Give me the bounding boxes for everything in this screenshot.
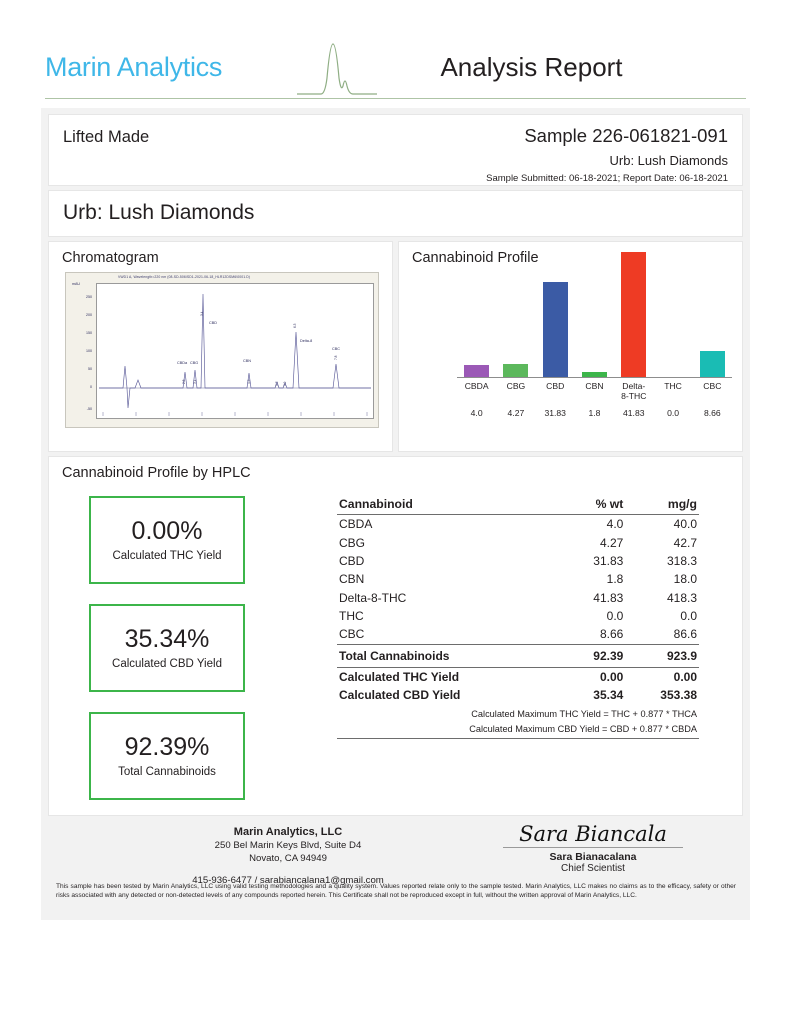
bar-slot xyxy=(496,242,535,377)
chromatogram-image xyxy=(65,272,379,428)
cell-analyte: Calculated THC Yield xyxy=(339,669,460,684)
summary-value: 92.39% xyxy=(124,733,210,761)
chromatogram-heading: Chromatogram xyxy=(62,250,159,266)
summary-box-total-cannabinoids xyxy=(89,712,245,800)
table-row-yield xyxy=(337,667,699,686)
sample-dates: Sample Submitted: 06-18-2021; Report Date: 06-18-2021 xyxy=(486,173,728,184)
svg-text:4.9: 4.9 xyxy=(247,379,251,384)
signature-rule xyxy=(503,847,683,848)
bar-category-label: CBN xyxy=(585,381,604,391)
bar-category-label: THC xyxy=(664,381,682,391)
bar-slot xyxy=(614,242,653,377)
cell-mgg: 0.00 xyxy=(673,669,697,684)
bar-delta-8-thc xyxy=(621,252,646,377)
chromatogram-ytick: 50 xyxy=(88,367,92,371)
table-row xyxy=(337,552,699,570)
cell-analyte: THC xyxy=(339,609,364,624)
hplc-heading: Cannabinoid Profile by HPLC xyxy=(62,465,251,481)
svg-text:5.7: 5.7 xyxy=(275,381,279,386)
cell-pct-wt: 41.83 xyxy=(593,590,624,605)
chromatogram-ytick: -50 xyxy=(86,407,92,411)
bar-slot xyxy=(536,242,575,377)
svg-text:CBD: CBD xyxy=(209,321,218,325)
product-title: Urb: Lush Diamonds xyxy=(63,201,255,224)
bar-slot xyxy=(653,242,692,377)
bar-slot xyxy=(575,242,614,377)
summary-label: Total Cannabinoids xyxy=(118,766,216,778)
signer-name: Sara Bianacalana xyxy=(549,851,637,863)
disclaimer-text: This sample has been tested by Marin Analytics, LLC using valid testing methodologies and a quality system. Values reported relate only to the sample tested. Marin Analytics, LLC makes no claims as to the efficacy, safety or other risks associated with any detected or non-detected levels of any compounds reported herein. This Certificate shall not be reproduced except in full, without the written approval of Marin Analytics, LLC. xyxy=(56,883,736,900)
sample-info-panel xyxy=(48,114,743,186)
product-title-panel xyxy=(48,190,743,237)
table-row xyxy=(337,570,699,588)
chromatogram-peak-icon xyxy=(297,36,377,98)
chromatogram-ytick: 250 xyxy=(86,295,92,299)
bar-value-label: 0.0 xyxy=(667,407,680,418)
signature-image: Sara Biancala xyxy=(519,822,667,846)
lab-contact-block xyxy=(143,826,433,886)
bar-value-label: 41.83 xyxy=(623,407,645,418)
bar-cbd xyxy=(543,282,568,377)
cell-pct-wt: 4.27 xyxy=(599,535,624,550)
bar-value-label: 8.66 xyxy=(703,407,721,418)
cell-mgg: 318.3 xyxy=(666,553,697,568)
bar-cbn xyxy=(582,372,607,377)
bar-value-label: 1.8 xyxy=(588,407,601,418)
chromatogram-plot xyxy=(96,283,374,419)
bar-category-label: CBDA xyxy=(464,381,489,391)
table-header-row xyxy=(337,495,699,515)
cell-mgg: 18.0 xyxy=(673,572,697,587)
table-row xyxy=(337,515,699,534)
cell-pct-wt: 4.0 xyxy=(606,517,624,532)
table-row xyxy=(337,625,699,644)
summary-value: 35.34% xyxy=(124,625,210,653)
cell-mgg: 86.6 xyxy=(673,627,697,642)
bar-value-label: 4.27 xyxy=(507,407,525,418)
lab-phone-email: 415-936-6477 / sarabiancalana1@gmail.com xyxy=(192,875,384,886)
cell-analyte: Total Cannabinoids xyxy=(337,644,564,667)
cell-mgg: 923.9 xyxy=(625,644,699,667)
chromatogram-ytick: 150 xyxy=(86,331,92,335)
cell-mgg: 40.0 xyxy=(673,517,697,532)
cell-pct-wt: 0.00 xyxy=(599,669,624,684)
cell-pct-wt: 1.8 xyxy=(606,572,624,587)
bar-value-label: 4.0 xyxy=(470,407,483,418)
bar-category-label: Delta- 8-THC xyxy=(621,381,647,401)
report-header xyxy=(45,36,746,99)
lab-address-line-1: 250 Bel Marin Keys Blvd, Suite D4 xyxy=(214,840,362,851)
table-row-yield xyxy=(337,686,699,707)
bar-chart-bars xyxy=(457,242,732,378)
svg-text:CBDa: CBDa xyxy=(177,361,188,365)
table-row-note xyxy=(337,722,699,739)
svg-text:Delta-8: Delta-8 xyxy=(300,339,313,343)
chromatogram-panel xyxy=(48,241,393,452)
cell-mgg: 353.38 xyxy=(660,688,697,703)
chromatogram-ytick: 0 xyxy=(90,385,92,389)
svg-text:3.4: 3.4 xyxy=(200,311,204,316)
signature-block xyxy=(493,822,693,874)
cell-analyte: CBDA xyxy=(339,517,373,532)
bar-slot xyxy=(693,242,732,377)
cell-mgg: 0.0 xyxy=(680,609,697,624)
hplc-results-panel xyxy=(48,456,743,816)
cell-pct-wt: 35.34 xyxy=(593,688,624,703)
lab-address-line-2: Novato, CA 94949 xyxy=(249,853,327,864)
signer-role: Chief Scientist xyxy=(561,863,625,874)
svg-text:CBC: CBC xyxy=(332,347,341,351)
svg-text:7.8: 7.8 xyxy=(334,355,338,360)
summary-value: 0.00% xyxy=(131,517,203,545)
cell-analyte: CBD xyxy=(339,553,365,568)
table-row xyxy=(337,589,699,607)
cannabinoid-results-table xyxy=(337,495,699,739)
bar-cbg xyxy=(503,364,528,377)
bar-category-label: CBD xyxy=(546,381,565,391)
bar-cbda xyxy=(464,365,489,377)
bar-category-label: CBC xyxy=(703,381,722,391)
cell-pct-wt: 92.39 xyxy=(564,644,626,667)
bar-chart-category-labels xyxy=(457,382,732,401)
sample-id: Sample 226-061821-091 xyxy=(524,125,728,146)
table-row-note xyxy=(337,707,699,721)
cannabinoid-bar-chart xyxy=(457,270,732,418)
report-footer xyxy=(48,820,743,916)
sample-name: Urb: Lush Diamonds xyxy=(609,153,728,168)
page-title: Analysis Report xyxy=(440,51,623,82)
summary-label: Calculated THC Yield xyxy=(112,550,222,562)
chromatogram-ytick: 100 xyxy=(86,349,92,353)
chromatogram-caption: VWD1 A, Wavelength=220 nm (08-SD-506\SD1-2021-06-18_HLR12DSM6\0001.D) xyxy=(118,275,251,279)
bar-value-label: 31.83 xyxy=(544,407,566,418)
column-header-mgg: mg/g xyxy=(625,495,699,515)
cell-analyte: Calculated CBD Yield xyxy=(339,688,461,703)
formula-note: Calculated Maximum THC Yield = THC + 0.877 * THCA xyxy=(471,709,697,720)
cell-pct-wt: 8.66 xyxy=(599,627,624,642)
svg-text:2.8: 2.8 xyxy=(182,379,186,384)
svg-text:CBN: CBN xyxy=(243,359,252,363)
bar-slot xyxy=(457,242,496,377)
cell-pct-wt: 0.0 xyxy=(606,609,624,624)
cell-analyte: CBN xyxy=(339,572,365,587)
cell-mgg: 42.7 xyxy=(673,535,697,550)
cell-mgg: 418.3 xyxy=(666,590,697,605)
chromatogram-y-axis-label: mAU xyxy=(72,282,80,286)
cell-analyte: CBG xyxy=(339,535,366,550)
bar-category-label: CBG xyxy=(506,381,526,391)
bar-cbc xyxy=(700,351,725,377)
svg-text:6.3: 6.3 xyxy=(293,323,297,328)
svg-text:CBG: CBG xyxy=(190,361,199,365)
table-row xyxy=(337,533,699,551)
cannabinoid-profile-heading: Cannabinoid Profile xyxy=(412,250,539,266)
lab-name: Marin Analytics, LLC xyxy=(233,826,343,838)
column-header-cannabinoid: Cannabinoid xyxy=(337,495,564,515)
cell-pct-wt: 31.83 xyxy=(593,553,624,568)
formula-note: Calculated Maximum CBD Yield = CBD + 0.877 * CBDA xyxy=(337,722,699,739)
svg-text:3.1: 3.1 xyxy=(193,379,197,384)
svg-text:5.9: 5.9 xyxy=(283,381,287,386)
cannabinoid-profile-chart-panel xyxy=(398,241,743,452)
summary-box-cbd-yield xyxy=(89,604,245,692)
column-header-pct-wt: % wt xyxy=(564,495,626,515)
cell-analyte: CBC xyxy=(339,627,365,642)
summary-box-thc-yield xyxy=(89,496,245,584)
table-row-total xyxy=(337,644,699,667)
client-name: Lifted Made xyxy=(63,128,150,146)
bar-chart-value-labels xyxy=(457,409,732,419)
summary-label: Calculated CBD Yield xyxy=(112,658,222,670)
brand-name: Marin Analytics xyxy=(45,51,223,82)
cell-analyte: Delta-8-THC xyxy=(339,590,407,605)
chromatogram-ytick: 200 xyxy=(86,313,92,317)
table-row xyxy=(337,607,699,625)
